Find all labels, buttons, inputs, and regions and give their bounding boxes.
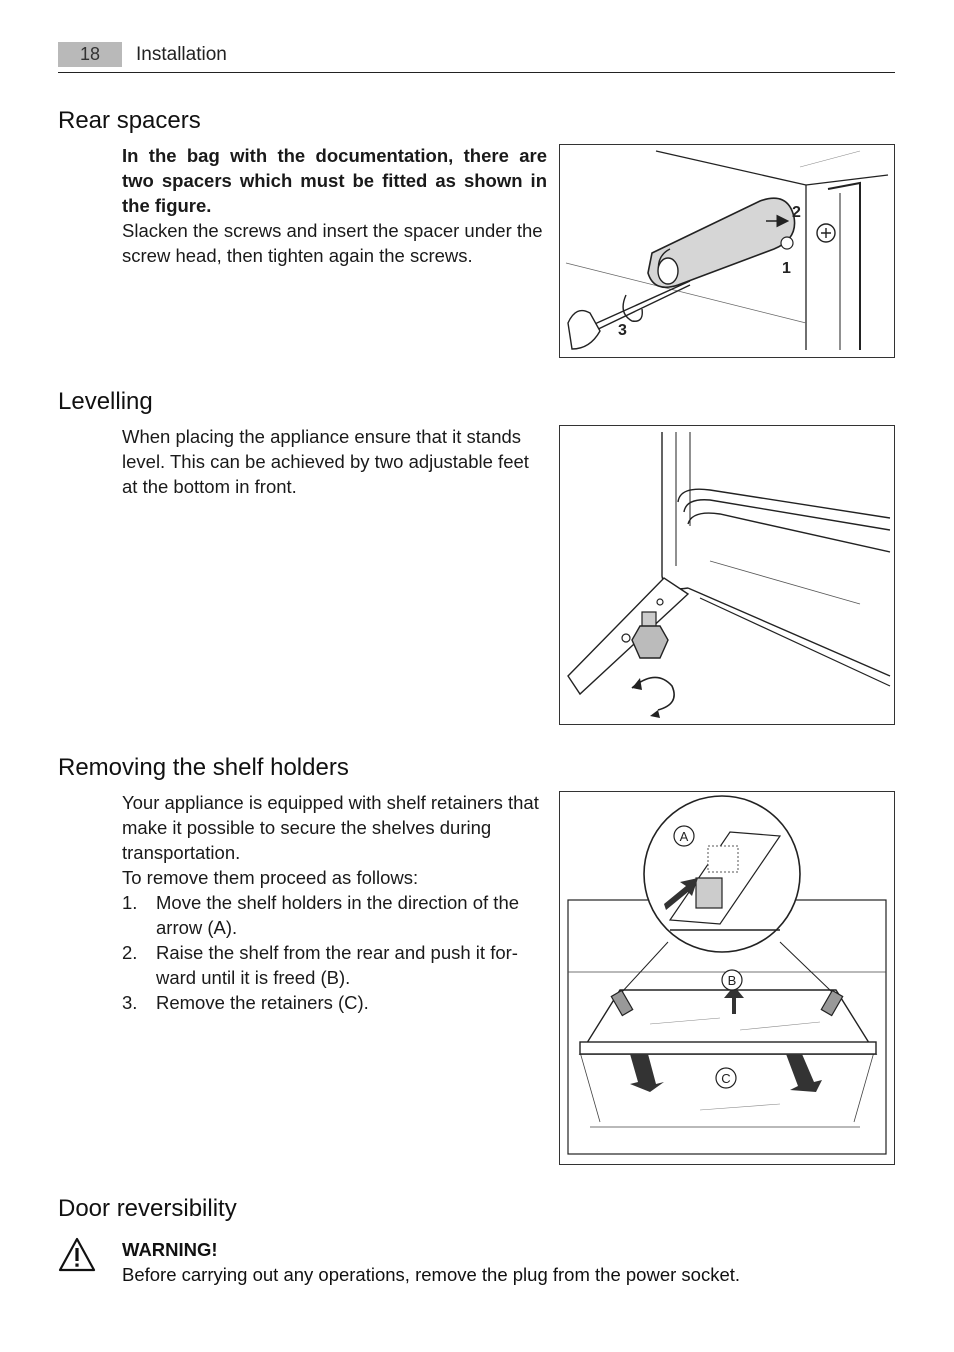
levelling-figure [559,425,895,725]
rear-spacers-heading: Rear spacers [58,107,201,134]
step-text: Remove the retainers (C). [156,992,369,1013]
levelling-heading: Levelling [58,388,153,415]
levelling-body: When placing the appliance ensure that it stands level. This can be achieved by two adjustable feet at the bottom in front. [122,426,529,497]
levelling-text [122,424,547,499]
figure-label-1: 1 [782,260,791,277]
step-item [122,940,547,990]
warning-title: WARNING! [122,1239,218,1260]
warning-triangle-icon [57,1236,97,1274]
rear-spacers-text [122,143,547,268]
page-number: 18 [58,42,122,67]
step-text: Raise the shelf from the rear and push it for-ward until it is freed (B). [156,942,518,988]
shelf-holders-text [122,790,547,1015]
step-number: 1. [122,892,138,913]
step-item [122,990,547,1015]
shelf-holders-lead: To remove them proceed as follows: [122,867,419,888]
shelf-holders-heading: Removing the shelf holders [58,754,349,781]
figure-label-b: B [727,973,737,988]
door-reversibility-heading: Door reversibility [58,1195,237,1222]
figure-label-c: C [721,1071,731,1086]
rear-spacers-figure [559,144,895,358]
warning-text: Before carrying out any operations, remove the plug from the power socket. [122,1264,741,1285]
rear-spacers-intro: In the bag with the documentation, there are two spacers which must be fitted as shown in the figure. [122,145,547,216]
page-header [58,42,895,73]
shelf-holders-steps [122,890,547,1015]
step-text: Move the shelf holders in the direction of the arrow (A). [156,892,520,938]
step-number: 2. [122,942,138,963]
figure-label-3: 3 [618,322,627,339]
figure-label-2: 2 [792,204,801,221]
shelf-holders-figure [559,791,895,1165]
shelf-holders-intro: Your appliance is equipped with shelf retainers that make it possible to secure the shelves during transportation. [122,792,539,863]
figure-label-a: A [679,829,689,844]
step-item [122,890,547,940]
rear-spacers-body: Slacken the screws and insert the spacer under the screw head, then tighten again the screws. [122,220,543,266]
section-label: Installation [136,44,227,65]
step-number: 3. [122,992,138,1013]
